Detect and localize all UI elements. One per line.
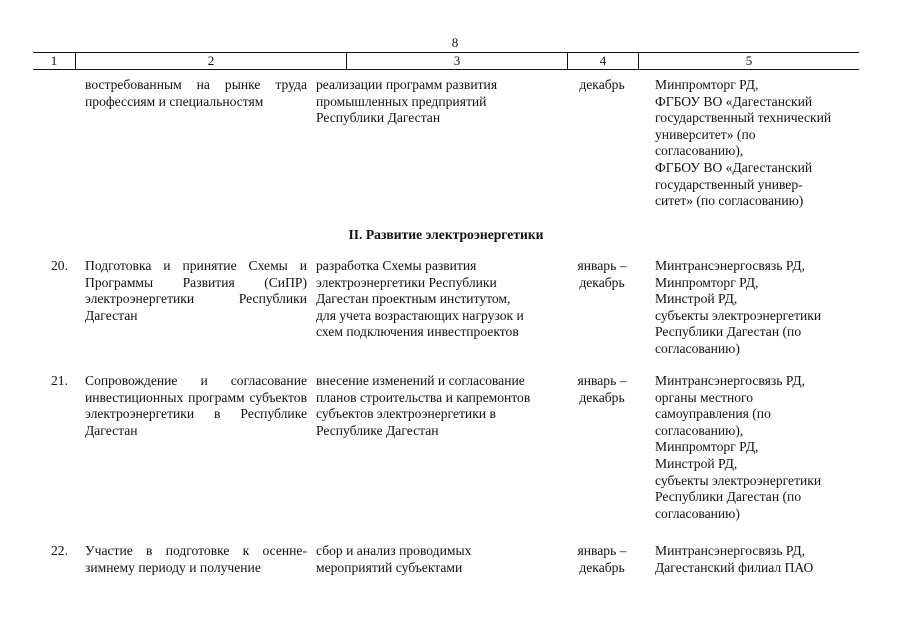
page-number: 8: [451, 35, 459, 50]
row-measures: сбор и анализ проводимых мероприятий субъектами: [316, 543, 472, 575]
row-activity: Участие в подготовке к осенне-зимнему периоду и получение: [85, 543, 307, 575]
table-header: [33, 52, 859, 70]
row-number: 21.: [51, 373, 68, 388]
section-title: II. Развитие электроэнергетики: [348, 227, 544, 242]
row-responsible: Минтрансэнергосвязь РД, Дагестанский филиал ПАО: [655, 543, 814, 575]
row-period: январь – декабрь: [577, 543, 627, 575]
row-period: январь – декабрь: [577, 373, 627, 405]
continued-row-period: декабрь: [579, 77, 625, 92]
header-col-5: 5: [745, 53, 753, 68]
continued-row-responsible: Минпромторг РД, ФГБОУ ВО «Дагестанский государственный технический университет» (по согласованию), ФГБОУ ВО «Дагестанский государственный универ- ситет» (по согласованию): [655, 77, 832, 209]
row-activity: Подготовка и принятие Схемы и Программы Развития (СиПР) электроэнергетики Республики Дагестан: [85, 258, 307, 323]
row-number: 20.: [51, 258, 68, 273]
row-number: 22.: [51, 543, 68, 558]
row-period: январь – декабрь: [577, 258, 627, 290]
header-col-2: 2: [207, 53, 215, 68]
continued-row-activity: востребованным на рынке труда профессиям и специальностям: [85, 77, 307, 109]
row-measures: разработка Схемы развития электроэнергетики Республики Дагестан проектным институтом, для учета возрастающих нагрузок и схем подключения инвестпроектов: [316, 258, 524, 340]
row-responsible: Минтрансэнергосвязь РД, Минпромторг РД, Минстрой РД, субъекты электроэнергетики Республики Дагестан (по согласованию): [655, 258, 822, 356]
row-measures: внесение изменений и согласование планов строительства и капремонтов субъектов электроэнергетики в Республике Дагестан: [316, 373, 531, 438]
header-col-4: 4: [599, 53, 607, 68]
header-col-1: 1: [50, 53, 58, 68]
header-col-3: 3: [453, 53, 461, 68]
row-responsible: Минтрансэнергосвязь РД, органы местного самоуправления (по согласованию), Минпромторг РД, Минстрой РД, субъекты электроэнергетики Республики Дагестан (по согласованию): [655, 373, 822, 521]
continued-row-measures: реализации программ развития промышленных предприятий Республики Дагестан: [316, 77, 498, 126]
row-activity: Сопровождение и согласование инвестиционных программ субъектов электроэнергетики в Республике Дагестан: [85, 373, 307, 438]
